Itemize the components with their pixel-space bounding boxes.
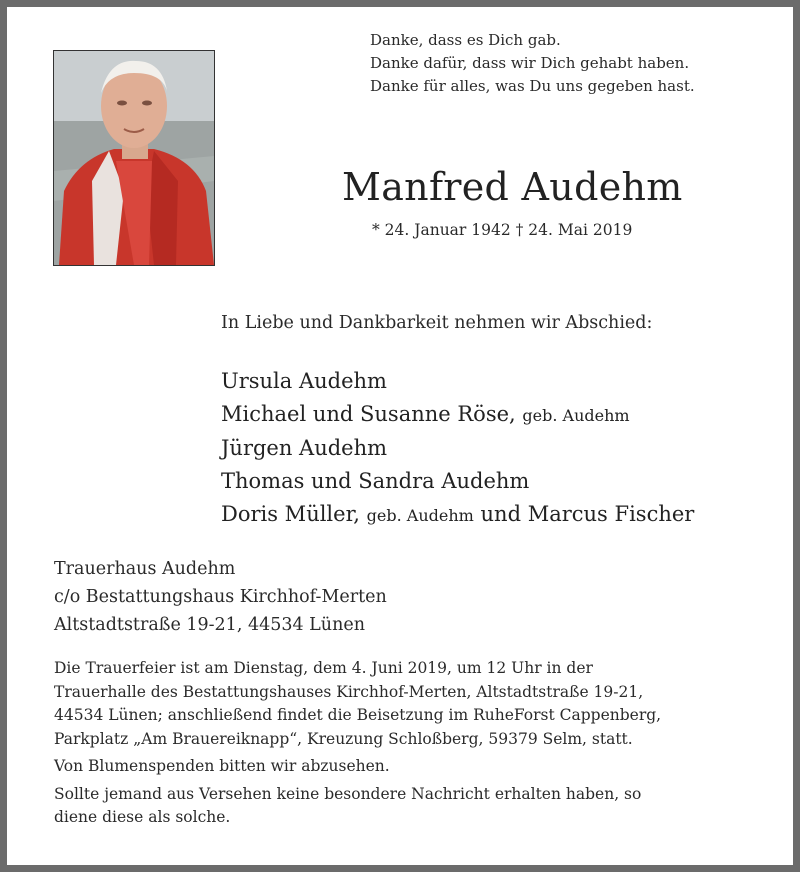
obituary-card bbox=[7, 7, 793, 865]
ceremony-line: Die Trauerfeier ist am Dienstag, dem 4. Juni 2019, um 12 Uhr in der bbox=[54, 659, 593, 677]
mourner-row bbox=[221, 365, 694, 398]
mourner-name: Thomas und Sandra Audehm bbox=[221, 469, 530, 493]
farewell-text: In Liebe und Dankbarkeit nehmen wir Abschied: bbox=[221, 313, 653, 333]
notice-paragraph bbox=[54, 783, 661, 830]
ceremony-paragraph bbox=[54, 657, 661, 751]
quote-line: Danke für alles, was Du uns gegeben hast. bbox=[370, 77, 695, 95]
mourners-list bbox=[221, 365, 694, 532]
deceased-name: Manfred Audehm bbox=[342, 165, 683, 209]
portrait-photo bbox=[53, 50, 215, 266]
address-line: c/o Bestattungshaus Kirchhof-Merten bbox=[54, 587, 387, 607]
maiden-name-note: geb. Audehm bbox=[522, 406, 630, 425]
quote-line: Danke dafür, dass wir Dich gehabt haben. bbox=[370, 54, 690, 72]
mourning-address bbox=[54, 555, 387, 639]
mourner-name: Jürgen Audehm bbox=[221, 436, 388, 460]
life-dates: * 24. Januar 1942 † 24. Mai 2019 bbox=[372, 221, 633, 239]
maiden-name-note: geb. Audehm bbox=[366, 506, 474, 525]
mourner-row bbox=[221, 432, 694, 465]
mourner-name: Ursula Audehm bbox=[221, 369, 387, 393]
ceremony-info bbox=[54, 657, 661, 834]
flowers-note: Von Blumenspenden bitten wir abzusehen. bbox=[54, 757, 390, 775]
ceremony-line: 44534 Lünen; anschließend findet die Beisetzung im RuheForst Cappenberg, bbox=[54, 706, 662, 724]
mourner-name: Doris Müller, bbox=[221, 502, 360, 526]
address-line: Altstadtstraße 19-21, 44534 Lünen bbox=[54, 615, 365, 635]
ceremony-line: Trauerhalle des Bestattungshauses Kirchhof-Merten, Altstadtstraße 19-21, bbox=[54, 682, 644, 701]
quote-block bbox=[370, 29, 695, 98]
mourner-row bbox=[221, 498, 694, 532]
quote-line: Danke, dass es Dich gab. bbox=[370, 31, 561, 49]
mourner-row bbox=[221, 398, 694, 432]
ceremony-line: Parkplatz „Am Brauereiknapp“, Kreuzung Schloßberg, 59379 Selm, statt. bbox=[54, 729, 633, 748]
notice-line: Sollte jemand aus Versehen keine besondere Nachricht erhalten haben, so bbox=[54, 784, 642, 803]
mourner-row bbox=[221, 465, 694, 498]
mourner-name: und Marcus Fischer bbox=[480, 502, 695, 526]
mourner-name: Michael und Susanne Röse, bbox=[221, 402, 516, 426]
notice-line: diene diese als solche. bbox=[54, 808, 231, 826]
address-line: Trauerhaus Audehm bbox=[54, 559, 236, 579]
